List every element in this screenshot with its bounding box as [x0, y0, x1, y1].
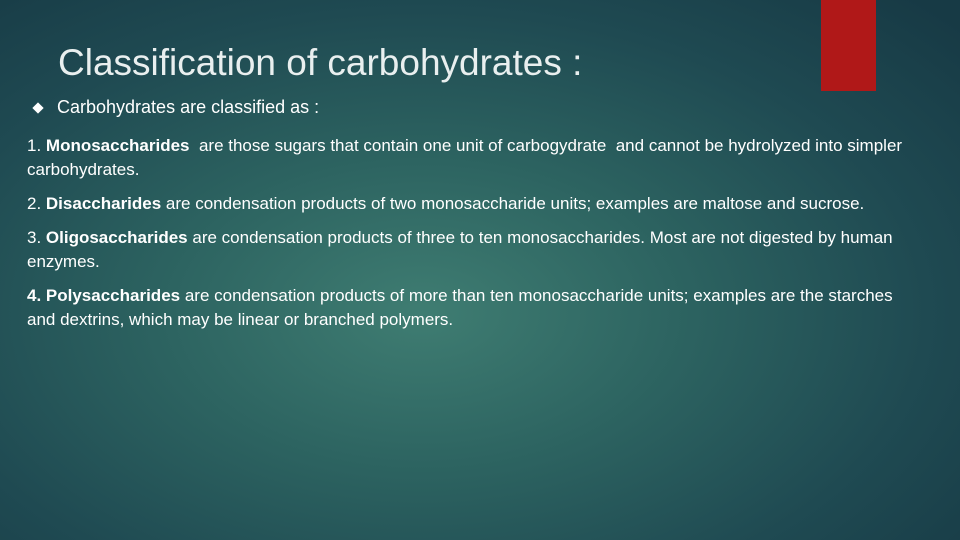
slide-title: Classification of carbohydrates :: [58, 42, 583, 83]
item-number: 3.: [27, 228, 46, 247]
item-text: are condensation products of three to ten monosaccharides. Most are not digested by human enzymes.: [27, 228, 893, 271]
item-number: 4.: [27, 286, 46, 305]
item-text: are condensation products of two monosaccharide units; examples are maltose and sucrose.: [161, 194, 865, 213]
list-item-oligosaccharides: [27, 226, 907, 274]
bullet-point: [33, 97, 319, 118]
list-item-disaccharides: [27, 192, 907, 216]
item-number: 2.: [27, 194, 46, 213]
diamond-bullet-icon: [32, 102, 43, 113]
item-term: Disaccharides: [45, 194, 162, 213]
item-term: Polysaccharides: [45, 286, 181, 305]
classification-list: [27, 134, 907, 342]
list-item-polysaccharides: [27, 284, 907, 332]
red-accent-bar: [821, 0, 876, 91]
bullet-text: Carbohydrates are classified as :: [57, 97, 320, 117]
item-term: Oligosaccharides: [45, 228, 188, 247]
item-text: are those sugars that contain one unit of carbogydrate and cannot be hydrolyzed into simpler carbohydrates.: [27, 136, 907, 179]
item-text: are condensation products of more than ten monosaccharide units; examples are the starches and dextrins, which may be linear or branched polymers.: [27, 286, 893, 329]
item-term: Monosaccharides: [45, 136, 190, 155]
item-number: 1.: [27, 136, 46, 155]
list-item-monosaccharides: [27, 134, 907, 182]
